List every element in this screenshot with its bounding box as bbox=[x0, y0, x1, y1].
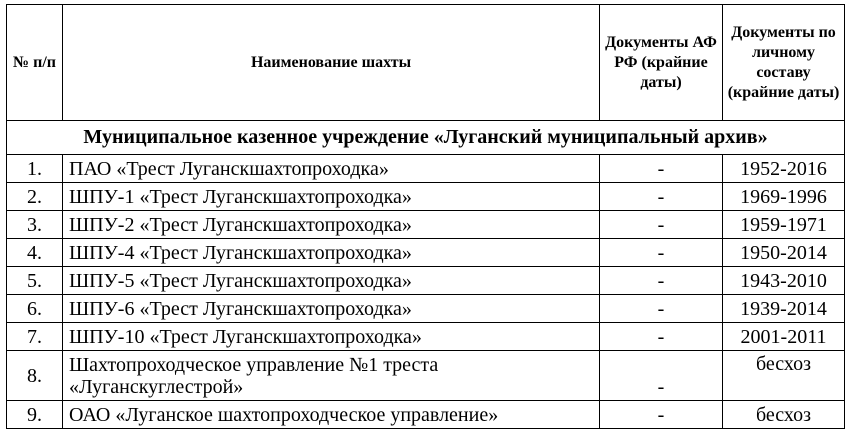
table-row bbox=[7, 211, 845, 239]
section-row bbox=[7, 121, 845, 155]
row-personnel: 1950-2014 bbox=[723, 239, 845, 267]
header-row bbox=[7, 5, 845, 121]
row-name: ШПУ-2 «Трест Луганскшахтопроходка» bbox=[63, 211, 600, 239]
header-af: Документы АФ РФ (крайние даты) bbox=[600, 5, 723, 121]
row-af: - bbox=[600, 351, 723, 401]
row-name: ШПУ-6 «Трест Луганскшахтопроходка» bbox=[63, 295, 600, 323]
row-num: 3. bbox=[7, 211, 63, 239]
table-row bbox=[7, 401, 845, 429]
row-num: 4. bbox=[7, 239, 63, 267]
row-personnel: бесхоз bbox=[723, 351, 845, 401]
row-af: - bbox=[600, 239, 723, 267]
row-num: 7. bbox=[7, 323, 63, 351]
row-num: 2. bbox=[7, 183, 63, 211]
header-name: Наименование шахты bbox=[63, 5, 600, 121]
header-personnel: Документы по личному составу (крайние даты) bbox=[723, 5, 845, 121]
row-name: ШПУ-4 «Трест Луганскшахтопроходка» bbox=[63, 239, 600, 267]
row-personnel: 2001-2011 bbox=[723, 323, 845, 351]
header-num: № п/п bbox=[7, 5, 63, 121]
row-name: ОАО «Луганское шахтопроходческое управление» bbox=[63, 401, 600, 429]
table-row bbox=[7, 295, 845, 323]
table-row bbox=[7, 323, 845, 351]
row-af: - bbox=[600, 401, 723, 429]
row-af: - bbox=[600, 295, 723, 323]
table-row bbox=[7, 239, 845, 267]
archive-table bbox=[6, 4, 845, 429]
row-name: ШПУ-1 «Трест Луганскшахтопроходка» bbox=[63, 183, 600, 211]
row-personnel: 1939-2014 bbox=[723, 295, 845, 323]
section-title: Муниципальное казенное учреждение «Луганский муниципальный архив» bbox=[7, 121, 845, 155]
row-num: 6. bbox=[7, 295, 63, 323]
row-name: Шахтопроходческое управление №1 треста «Луганскуглестрой» bbox=[63, 351, 600, 401]
row-af: - bbox=[600, 267, 723, 295]
row-personnel: 1959-1971 bbox=[723, 211, 845, 239]
row-personnel: бесхоз bbox=[723, 401, 845, 429]
row-num: 9. bbox=[7, 401, 63, 429]
table-row bbox=[7, 183, 845, 211]
row-personnel: 1952-2016 bbox=[723, 155, 845, 183]
row-personnel: 1969-1996 bbox=[723, 183, 845, 211]
row-af: - bbox=[600, 211, 723, 239]
table-row bbox=[7, 351, 845, 401]
row-num: 8. bbox=[7, 351, 63, 401]
row-personnel: 1943-2010 bbox=[723, 267, 845, 295]
table-row bbox=[7, 267, 845, 295]
row-num: 1. bbox=[7, 155, 63, 183]
row-num: 5. bbox=[7, 267, 63, 295]
row-af: - bbox=[600, 183, 723, 211]
row-af: - bbox=[600, 155, 723, 183]
table-row bbox=[7, 155, 845, 183]
row-af: - bbox=[600, 323, 723, 351]
row-name: ШПУ-10 «Трест Луганскшахтопроходка» bbox=[63, 323, 600, 351]
row-name: ШПУ-5 «Трест Луганскшахтопроходка» bbox=[63, 267, 600, 295]
row-name: ПАО «Трест Луганскшахтопроходка» bbox=[63, 155, 600, 183]
